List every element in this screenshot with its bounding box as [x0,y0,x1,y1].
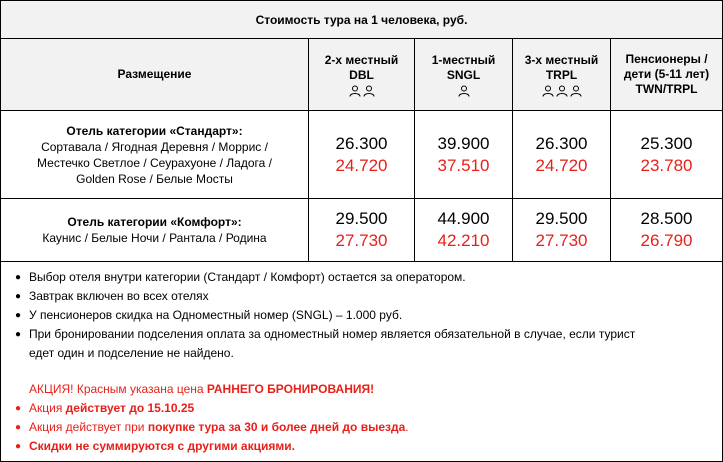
price-early: 27.730 [535,231,588,250]
promo-headline-text: АКЦИЯ! Красным указана цена [29,382,207,396]
header-dbl-line2: DBL [349,67,374,82]
header-pens-line2: дети (5-11 лет) [623,67,710,81]
price-early: 27.730 [335,231,388,250]
header-trpl-line2: TRPL [545,67,578,82]
note-text: Завтрак включен во всех отелях [29,289,209,303]
price-cell-dbl [309,199,414,261]
hotel-category-cell [1,199,308,261]
bullet-icon: ● [15,310,22,321]
person-icon [458,85,470,97]
header-dbl-line1: 2-х местный [324,52,399,67]
price-cell-trpl [513,199,610,261]
hotel-list-line: Местечко Светлое / Сеурахуоне / Ладога / [37,155,272,170]
header-dbl [309,39,414,110]
price-cell-pensioners [611,199,722,261]
header-trpl [513,39,610,110]
header-pensioners [611,39,722,110]
two-persons-icon [349,85,375,97]
hotel-category-name: Отель категории «Стандарт»: [66,123,243,138]
price-early: 24.720 [535,155,588,175]
price-regular: 26.300 [535,133,588,153]
price-early: 24.720 [335,155,388,175]
list-item [15,307,402,324]
price-early: 26.790 [640,231,693,250]
price-cell-trpl [513,111,610,198]
list-item-continuation [15,345,234,362]
price-regular: 28.500 [640,209,693,228]
price-regular: 39.900 [437,133,490,153]
price-cell-sngl [415,111,512,198]
bullet-icon: ● [15,291,22,302]
header-pens-line3: TWN/TRPL [635,82,698,96]
hotel-list-line: Каунис / Белые Ночи / Рантала / Родина [42,231,267,245]
note-text: едет один и подселение не найдено. [29,346,234,360]
price-regular: 26.300 [335,133,388,153]
header-sngl [415,39,512,110]
price-cell-dbl [309,111,414,198]
hotel-list-line: Сортавала / Ягодная Деревня / Моррис / [41,139,268,154]
note-text: У пенсионеров скидка на Одноместный номер (SNGL) – 1.000 руб. [29,308,403,322]
bullet-icon: ● [15,441,22,452]
promo-text-end: . [405,420,409,434]
price-cell-sngl [415,199,512,261]
note-text: При бронировании подселения оплата за одноместный номер является обязательной в случае, если турист [29,327,636,341]
header-pens-line1: Пенсионеры / [625,52,708,66]
bullet-icon: ● [15,329,22,340]
bullet-icon: ● [15,403,22,414]
promo-headline-bold: РАННЕГО БРОНИРОВАНИЯ! [206,382,375,396]
price-cell-pensioners [611,111,722,198]
table-row-comfort [1,199,722,262]
note-text: Выбор отеля внутри категории (Стандарт / Комфорт) остается за оператором. [29,270,466,284]
notes-section [1,261,722,461]
hotel-category-name: Отель категории «Комфорт»: [67,215,242,229]
promo-condition: покупке тура за 30 и более дней до выезда [147,420,406,434]
table-title: Стоимость тура на 1 человека, руб. [1,1,722,39]
list-item [15,288,209,305]
hotel-list-line: Golden Rose / Белые Мосты [76,171,233,186]
table-header [1,39,722,111]
price-early: 23.780 [640,155,693,175]
price-early: 42.210 [437,231,490,250]
promo-text: Акция [29,401,66,415]
three-persons-icon [542,85,582,97]
promo-text: Акция действует при [29,420,148,434]
promo-item [15,400,194,417]
price-regular: 29.500 [535,209,588,228]
header-placement: Размещение [117,67,192,81]
header-sngl-line1: 1-местный [431,52,496,67]
hotel-category-cell [1,111,308,198]
promo-deadline: действует до 15.10.25 [65,401,195,415]
price-regular: 25.300 [640,133,693,153]
bullet-icon: ● [15,422,22,433]
price-regular: 29.500 [335,209,388,228]
price-regular: 44.900 [437,209,490,228]
promo-no-combine: Скидки не суммируются с другими акциями. [29,439,295,453]
price-early: 37.510 [437,155,490,175]
bullet-icon: ● [15,272,22,283]
promo-headline [15,381,374,398]
list-item [15,269,466,286]
header-trpl-line1: 3-х местный [524,52,599,67]
promo-item [15,438,295,455]
header-sngl-line2: SNGL [446,67,481,82]
list-item [15,326,635,343]
table-row-standard [1,111,722,199]
promo-item [15,419,409,436]
